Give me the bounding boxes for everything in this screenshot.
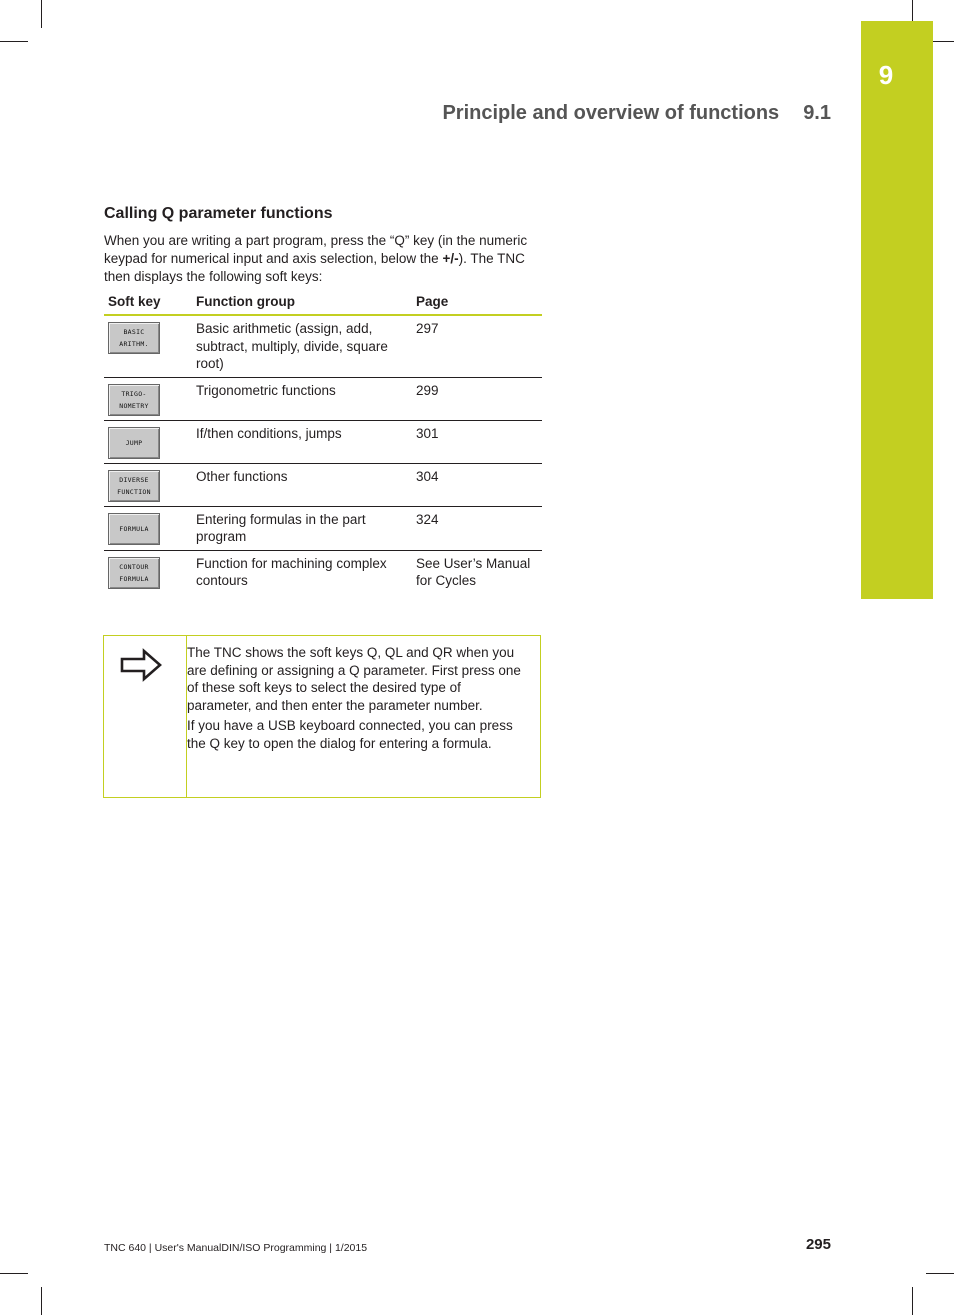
chapter-tab [861, 21, 933, 599]
soft-key-button[interactable] [108, 322, 160, 354]
crop-mark [41, 0, 42, 28]
intro-key-label: +/- [442, 251, 459, 266]
soft-key-cell [104, 420, 196, 463]
header-function-group: Function group [196, 290, 416, 315]
soft-key-label: FUNCTION [117, 487, 151, 496]
soft-key-cell [104, 377, 196, 420]
intro-text-start: When you are writing a part program, press the “Q” key (in the numeric keypad for numerical input and axis selection, below the [104, 233, 528, 266]
table-body [104, 315, 542, 594]
header-soft-key: Soft key [104, 290, 196, 315]
chapter-number: 9 [878, 60, 894, 90]
soft-key-label: FORMULA [119, 574, 149, 583]
section-heading: Calling Q parameter functions [104, 205, 333, 222]
page-cell: 304 [416, 463, 542, 506]
page-cell: 299 [416, 377, 542, 420]
running-header [442, 102, 831, 125]
function-group-cell: Basic arithmetic (assign, add, subtract, multiply, divide, square root) [196, 315, 416, 377]
soft-key-button[interactable] [108, 470, 160, 502]
crop-mark [0, 1273, 28, 1274]
soft-key-cell [104, 463, 196, 506]
table-row [104, 463, 542, 506]
page-number: 295 [805, 1236, 831, 1253]
table-row [104, 420, 542, 463]
crop-mark [926, 1273, 954, 1274]
table-row [104, 377, 542, 420]
soft-key-cell [104, 506, 196, 550]
soft-key-label: ARITHM. [119, 340, 149, 348]
running-header-title: Principle and overview of functions [442, 102, 780, 124]
soft-key-button[interactable] [108, 557, 160, 589]
page-cell: See User’s Manual for Cycles [416, 555, 531, 588]
note-text [187, 644, 522, 755]
table-row [104, 315, 542, 377]
arrow-right-icon [120, 648, 162, 682]
crop-mark [0, 41, 28, 42]
softkey-table [104, 290, 542, 594]
page-cell: 301 [416, 420, 542, 463]
crop-mark [41, 1287, 42, 1315]
page-cell: 297 [416, 315, 542, 377]
soft-key-label: JUMP [125, 438, 143, 447]
intro-paragraph [104, 232, 534, 286]
note-paragraph: The TNC shows the soft keys Q, QL and QR when you are defining or assigning a Q parameter. First press one of these soft keys to select the desired type of parameter, and then enter the parameter number. [187, 645, 521, 713]
soft-key-label: CONTOUR [119, 562, 149, 571]
note-box [103, 635, 541, 798]
soft-key-label: NOMETRY [119, 401, 149, 410]
soft-key-button[interactable] [108, 427, 160, 459]
function-group-cell: Other functions [196, 463, 416, 506]
page-cell: 324 [416, 506, 542, 550]
table-row [104, 506, 542, 550]
note-paragraph: If you have a USB keyboard connected, you can press the Q key to open the dialog for entering a formula. [187, 718, 513, 751]
table-header-row [104, 290, 542, 315]
function-group-cell: Function for machining complex contours [196, 555, 387, 588]
table-row [104, 550, 542, 594]
crop-mark [912, 1287, 913, 1315]
soft-key-button[interactable] [108, 513, 160, 545]
soft-key-button[interactable] [108, 384, 160, 416]
soft-key-cell [104, 550, 196, 594]
function-group-cell: Trigonometric functions [196, 377, 416, 420]
soft-key-cell [104, 315, 196, 377]
header-page: Page [416, 290, 542, 315]
function-group-cell: Entering formulas in the part program [196, 506, 416, 550]
soft-key-label: BASIC [123, 328, 145, 336]
soft-key-label: DIVERSE [119, 475, 149, 484]
running-header-section: 9.1 [803, 102, 831, 124]
footer-text: TNC 640 | User's ManualDIN/ISO Programming | 1/2015 [104, 1242, 368, 1254]
soft-key-label: TRIGO- [121, 389, 147, 398]
intro-text-end: ). The TNC then displays the following soft keys: [104, 251, 525, 284]
function-group-cell: If/then conditions, jumps [196, 420, 416, 463]
soft-key-label: FORMULA [119, 524, 149, 533]
